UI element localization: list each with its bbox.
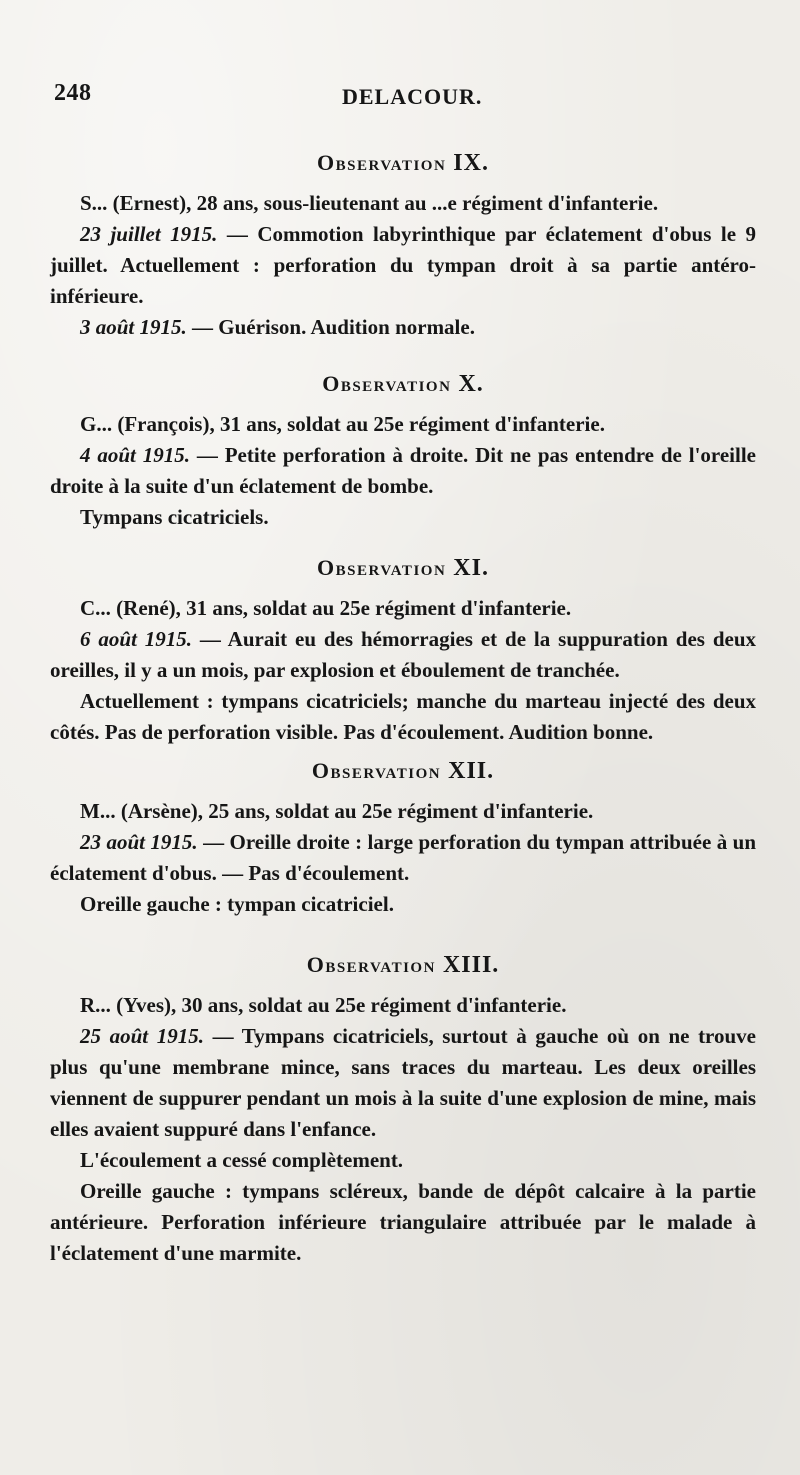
- observation-title: [50, 950, 756, 980]
- entry-text: — Commotion labyrinthique par éclatement d'obus le 9 juillet. Actuellement : perforation du tympan droit à sa partie antéro-inférieure.: [50, 222, 756, 308]
- page-number: 248: [54, 80, 92, 106]
- observation-paragraph: [50, 1176, 756, 1269]
- observation-title: [50, 756, 756, 786]
- entry-text: — Aurait eu des hémorragies et de la suppuration des deux oreilles, il y a un mois, par explosion et éboulement de tranchée.: [50, 627, 757, 682]
- observation-paragraph: [50, 188, 756, 219]
- page-header: [0, 80, 800, 114]
- entry-text: — Oreille droite : large perforation du tympan attribuée à un éclatement d'obus. — Pas d'écoulement.: [50, 830, 756, 885]
- observation-x: [50, 369, 756, 533]
- observation-paragraph: [50, 409, 756, 440]
- observation-paragraph: [50, 990, 756, 1021]
- observation-paragraph: [50, 1021, 756, 1145]
- observation-title-word: Observation: [317, 150, 447, 175]
- entry-text: L'écoulement a cessé complètement.: [80, 1148, 404, 1172]
- observation-paragraph: [50, 312, 756, 343]
- observation-title-number: XIII.: [442, 952, 500, 978]
- observation-paragraph: [50, 440, 756, 502]
- observation-title-number: X.: [458, 371, 484, 397]
- entry-date: 3 août 1915.: [80, 315, 187, 339]
- observation-title-number: XII.: [448, 758, 495, 784]
- observation-title: [50, 148, 756, 178]
- running-title: DELACOUR.: [342, 84, 483, 109]
- observation-xiii: [50, 950, 756, 1269]
- entry-text: — Tympans cicatriciels, surtout à gauche où on ne trouve plus qu'une membrane mince, sans traces du marteau. Les deux oreilles viennent de suppurer pendant un mois à la suite d'une explosion de mine, mais elles avaient suppuré dans l'enfance.: [50, 1024, 757, 1141]
- observation-paragraph: [50, 827, 756, 889]
- entry-text: — Guérison. Audition normale.: [186, 315, 475, 339]
- observation-title-number: XI.: [453, 555, 489, 581]
- entry-text: — Petite perforation à droite. Dit ne pas entendre de l'oreille droite à la suite d'un éclatement de bombe.: [50, 443, 756, 498]
- entry-text: C... (René), 31 ans, soldat au 25e régiment d'infanterie.: [80, 596, 572, 620]
- observation-title-word: Observation: [306, 952, 436, 977]
- observation-paragraph: [50, 219, 756, 312]
- observation-title: [50, 553, 756, 583]
- entry-text: Tympans cicatriciels.: [80, 505, 269, 529]
- observation-xi: [50, 553, 756, 748]
- observation-paragraph: [50, 1145, 756, 1176]
- entry-text: G... (François), 31 ans, soldat au 25e régiment d'infanterie.: [80, 412, 605, 436]
- observation-paragraph: [50, 686, 756, 748]
- observation-title-word: Observation: [311, 758, 442, 783]
- observation-paragraph: [50, 593, 756, 624]
- entry-date: 6 août 1915.: [80, 627, 193, 651]
- entry-text: R... (Yves), 30 ans, soldat au 25e régiment d'infanterie.: [80, 993, 567, 1017]
- entry-text: S... (Ernest), 28 ans, sous-lieutenant au ...e régiment d'infanterie.: [80, 191, 659, 215]
- entry-text: Oreille gauche : tympans scléreux, bande de dépôt calcaire à la partie antérieure. Perforation inférieure triangulaire attribuée par le malade à l'éclatement d'une marmite.: [50, 1179, 756, 1265]
- observation-title-word: Observation: [317, 555, 447, 580]
- page-body: [50, 148, 756, 1269]
- observation-xii: [50, 756, 756, 920]
- observation-paragraph: [50, 796, 756, 827]
- observation-title: [50, 369, 756, 399]
- observation-paragraph: [50, 624, 756, 686]
- entry-date: 4 août 1915.: [80, 443, 190, 467]
- observation-title-word: Observation: [322, 371, 452, 396]
- observation-paragraph: [50, 502, 756, 533]
- entry-text: Actuellement : tympans cicatriciels; manche du marteau injecté des deux côtés. Pas de perforation visible. Pas d'écoulement. Audition bonne.: [50, 689, 756, 744]
- entry-date: 23 août 1915.: [80, 830, 198, 854]
- observation-title-number: IX.: [453, 150, 489, 176]
- entry-date: 23 juillet 1915.: [80, 222, 218, 246]
- entry-text: M... (Arsène), 25 ans, soldat au 25e régiment d'infanterie.: [80, 799, 594, 823]
- observation-ix: [50, 148, 756, 343]
- entry-date: 25 août 1915.: [80, 1024, 204, 1048]
- observation-paragraph: [50, 889, 756, 920]
- entry-text: Oreille gauche : tympan cicatriciel.: [80, 892, 394, 916]
